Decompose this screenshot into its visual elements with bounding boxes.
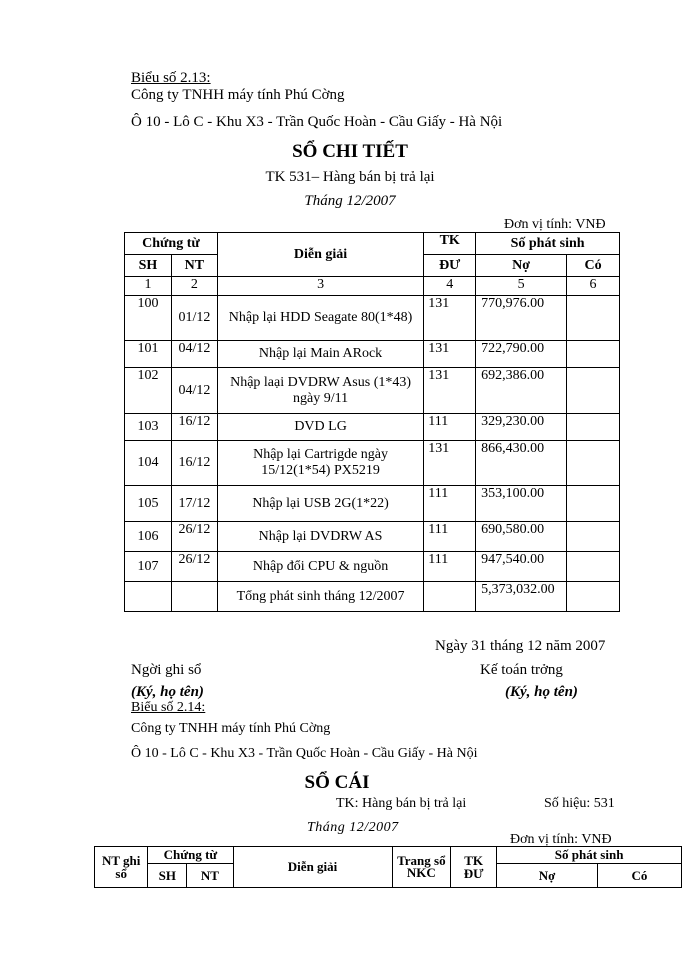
col-number: 1 (125, 277, 172, 296)
header-row-1 (125, 233, 620, 255)
table-row (125, 441, 620, 486)
contra-account: 111 (424, 522, 476, 552)
ledger-account-number: Số hiệu: 531 (544, 796, 615, 811)
header-arising: Số phát sinh (497, 847, 682, 864)
debit-amount: 770,976.00 (476, 296, 567, 341)
form-label-2-13: Biểu số 2.13: (131, 70, 211, 86)
credit-amount (567, 296, 620, 341)
voucher-number: 100 (125, 296, 172, 341)
page-title: SỔ CHI TIẾT (292, 141, 408, 162)
header-page: Trang sổ NKC (392, 847, 450, 888)
currency-unit: Đơn vị tính: VNĐ (504, 217, 606, 232)
chief-sign-note: (Ký, họ tên) (505, 684, 578, 700)
debit-amount: 722,790.00 (476, 341, 567, 368)
debit-amount: 947,540.00 (476, 552, 567, 582)
description: Nhập lại HDD Seagate 80(1*48) (217, 296, 423, 341)
credit-amount (567, 341, 620, 368)
voucher-date: 01/12 (171, 296, 217, 341)
contra-account: 111 (424, 552, 476, 582)
col-number: 6 (567, 277, 620, 296)
voucher-number: 107 (125, 552, 172, 582)
credit-amount (567, 414, 620, 441)
general-ledger-table (94, 846, 682, 888)
description: Nhập lại USB 2G(1*22) (217, 486, 423, 522)
ledger-header-row-1 (95, 847, 682, 864)
debit-amount: 692,386.00 (476, 368, 567, 414)
voucher-date: 16/12 (171, 441, 217, 486)
description: Nhập lại Cartrigde ngày 15/12(1*54) PX5219 (217, 441, 423, 486)
header-nt: NT (187, 864, 233, 888)
debit-amount: 690,580.00 (476, 522, 567, 552)
company-name: Công ty TNHH máy tính Phú Cờng (131, 87, 345, 103)
voucher-date: 26/12 (171, 552, 217, 582)
table-row (125, 368, 620, 414)
table-row (125, 414, 620, 441)
voucher-number: 106 (125, 522, 172, 552)
total-row (125, 582, 620, 612)
col-number: 3 (217, 277, 423, 296)
credit-amount (567, 522, 620, 552)
contra-account: 131 (424, 368, 476, 414)
voucher-number: 101 (125, 341, 172, 368)
ledger-account: TK: Hàng bán bị trả lại (336, 796, 467, 811)
ledger-period: Tháng 12/2007 (307, 820, 399, 835)
form-label-2-14: Biểu số 2.14: (131, 700, 206, 715)
table-row (125, 522, 620, 552)
credit-amount (567, 368, 620, 414)
voucher-number: 102 (125, 368, 172, 414)
voucher-number: 104 (125, 441, 172, 486)
header-du: ĐƯ (463, 866, 484, 881)
voucher-number: 103 (125, 414, 172, 441)
description: Nhập lại Main ARock (217, 341, 423, 368)
voucher-date: 16/12 (171, 414, 217, 441)
description: Nhập laại DVDRW Asus (1*43) ngày 9/11 (217, 368, 423, 414)
header-description: Diễn giải (217, 233, 423, 277)
header-sh: SH (125, 255, 172, 277)
credit-amount (567, 441, 620, 486)
period-label: Tháng 12/2007 (304, 193, 396, 209)
voucher-date: 04/12 (171, 368, 217, 414)
debit-amount: 353,100.00 (476, 486, 567, 522)
voucher-date: 26/12 (171, 522, 217, 552)
col-number: 4 (424, 277, 476, 296)
contra-account: 111 (424, 486, 476, 522)
company-name-2: Công ty TNHH máy tính Phú Cờng (131, 721, 331, 736)
header-arising: Số phát sinh (476, 233, 620, 255)
credit-amount (567, 552, 620, 582)
header-tk: TK (424, 233, 476, 255)
company-address: Ô 10 - Lô C - Khu X3 - Trần Quốc Hoàn - Cầu Giấy - Hà Nội (131, 114, 503, 130)
contra-account: 111 (424, 414, 476, 441)
voucher-number: 105 (125, 486, 172, 522)
voucher-date: 17/12 (171, 486, 217, 522)
account-title: TK 531– Hàng bán bị trả lại (265, 169, 435, 185)
recorder-sign-note: (Ký, họ tên) (131, 684, 204, 700)
column-number-row (125, 277, 620, 296)
signing-date: Ngày 31 tháng 12 năm 2007 (435, 638, 606, 654)
voucher-date: 04/12 (171, 341, 217, 368)
header-tk-du (451, 847, 497, 888)
detail-ledger-table (124, 232, 620, 612)
header-credit: Có (567, 255, 620, 277)
header-nt-recorded: NT ghi sổ (95, 847, 148, 888)
header-description: Diễn giải (233, 847, 392, 888)
header-voucher: Chứng từ (148, 847, 233, 864)
header-credit: Có (597, 864, 681, 888)
table-row (125, 486, 620, 522)
col-number: 5 (476, 277, 567, 296)
table-row (125, 341, 620, 368)
header-debit: Nợ (476, 255, 567, 277)
header-tk: TK (464, 853, 484, 868)
col-number: 2 (171, 277, 217, 296)
header-sh: SH (148, 864, 187, 888)
total-label: Tổng phát sinh tháng 12/2007 (217, 582, 423, 612)
credit-amount (567, 486, 620, 522)
description: Nhập đổi CPU & nguồn (217, 552, 423, 582)
contra-account: 131 (424, 341, 476, 368)
header-nt: NT (171, 255, 217, 277)
debit-amount: 329,230.00 (476, 414, 567, 441)
header-voucher: Chứng từ (125, 233, 218, 255)
description: DVD LG (217, 414, 423, 441)
total-debit: 5,373,032.00 (476, 582, 567, 612)
header-debit: Nợ (497, 864, 598, 888)
table-row (125, 296, 620, 341)
chief-accountant-label: Kế toán trởng (480, 662, 563, 678)
debit-amount: 866,430.00 (476, 441, 567, 486)
contra-account: 131 (424, 296, 476, 341)
description: Nhập lại DVDRW AS (217, 522, 423, 552)
table-row (125, 552, 620, 582)
recorder-label: Ngời ghi sổ (131, 662, 202, 678)
header-du: ĐƯ (424, 255, 476, 277)
contra-account: 131 (424, 441, 476, 486)
ledger-title: SỔ CÁI (304, 772, 370, 793)
company-address-2: Ô 10 - Lô C - Khu X3 - Trần Quốc Hoàn - Cầu Giấy - Hà Nội (131, 746, 478, 761)
ledger-currency-unit: Đơn vị tính: VNĐ (510, 832, 612, 847)
